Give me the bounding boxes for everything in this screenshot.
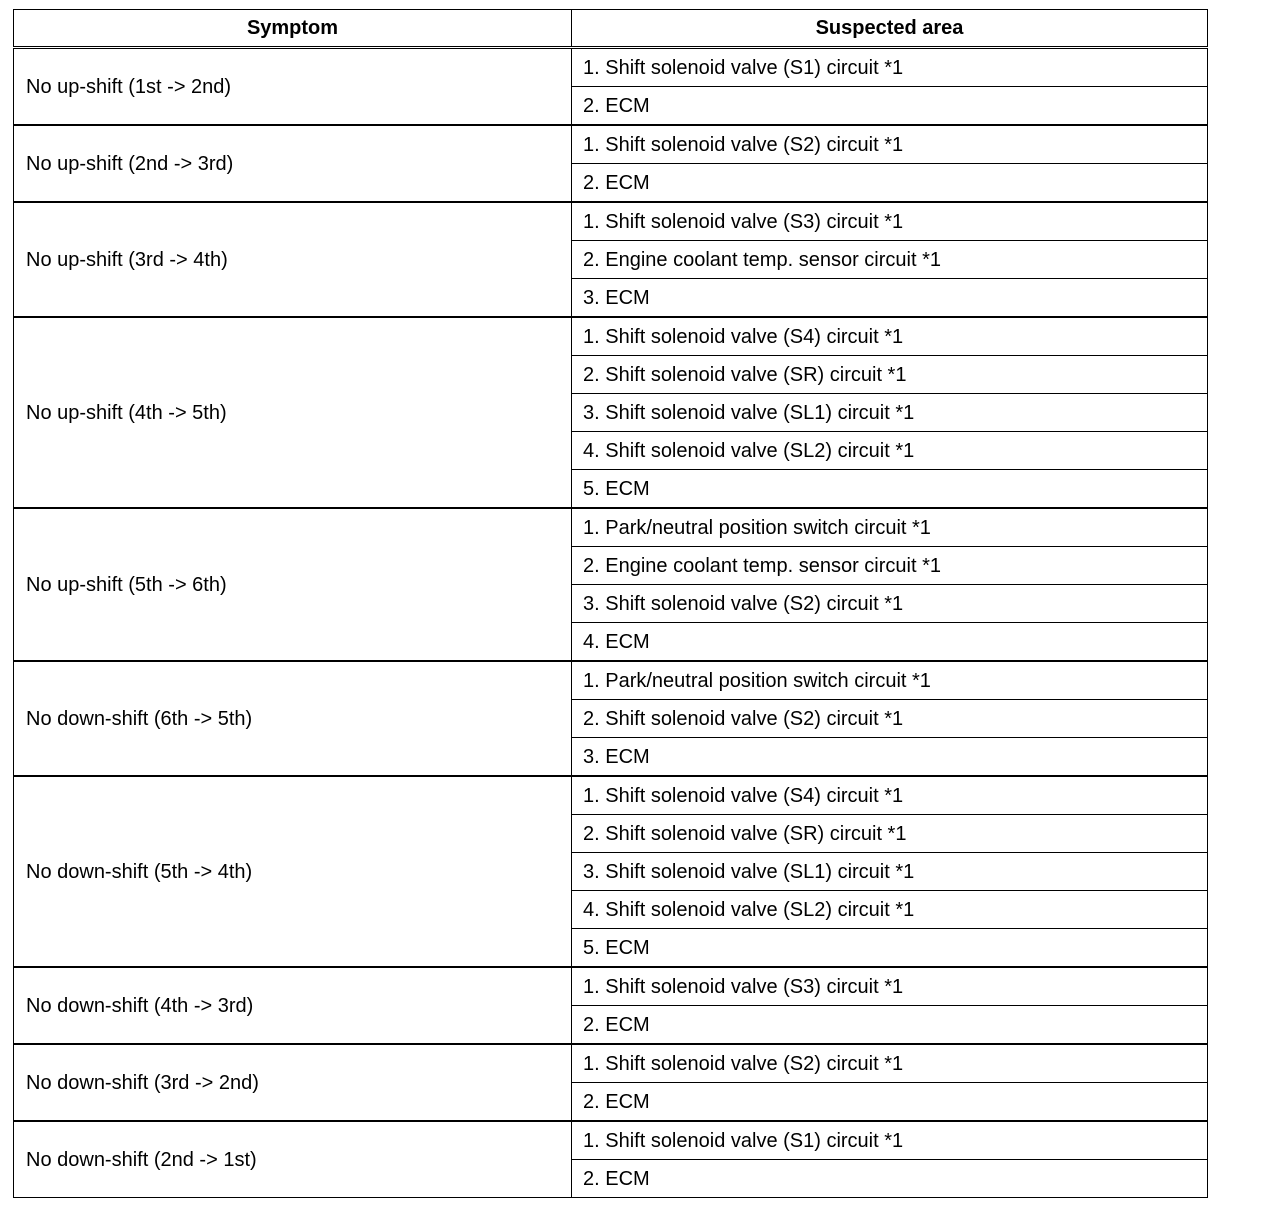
suspected-area-cell: 2. Shift solenoid valve (SR) circuit *1 (572, 815, 1208, 853)
suspected-area-cell: 5. ECM (572, 929, 1208, 968)
suspected-area-cell: 1. Shift solenoid valve (S2) circuit *1 (572, 1044, 1208, 1083)
suspected-area-cell: 1. Shift solenoid valve (S3) circuit *1 (572, 967, 1208, 1006)
suspected-area-cell: 1. Shift solenoid valve (S4) circuit *1 (572, 317, 1208, 356)
table-row (14, 508, 1208, 547)
table-body (14, 48, 1208, 1198)
suspected-area-cell: 2. ECM (572, 1083, 1208, 1122)
symptom-cell: No down-shift (3rd -> 2nd) (14, 1044, 572, 1121)
suspected-area-cell: 4. Shift solenoid valve (SL2) circuit *1 (572, 432, 1208, 470)
header-row (14, 10, 1208, 48)
suspected-area-cell: 2. Shift solenoid valve (S2) circuit *1 (572, 700, 1208, 738)
table-row (14, 1121, 1208, 1160)
symptom-cell: No up-shift (2nd -> 3rd) (14, 125, 572, 202)
table-row (14, 967, 1208, 1006)
table-row (14, 661, 1208, 700)
table-row (14, 125, 1208, 164)
symptom-cell: No down-shift (5th -> 4th) (14, 776, 572, 967)
symptom-cell: No up-shift (1st -> 2nd) (14, 48, 572, 126)
suspected-area-cell: 2. ECM (572, 1160, 1208, 1198)
suspected-area-cell: 5. ECM (572, 470, 1208, 509)
symptom-cell: No down-shift (2nd -> 1st) (14, 1121, 572, 1198)
suspected-area-cell: 3. Shift solenoid valve (SL1) circuit *1 (572, 853, 1208, 891)
suspected-area-cell: 1. Shift solenoid valve (S1) circuit *1 (572, 48, 1208, 87)
suspected-area-cell: 2. ECM (572, 87, 1208, 126)
symptom-table (13, 9, 1208, 1198)
suspected-area-cell: 1. Shift solenoid valve (S1) circuit *1 (572, 1121, 1208, 1160)
symptom-cell: No down-shift (6th -> 5th) (14, 661, 572, 776)
suspected-area-cell: 1. Shift solenoid valve (S3) circuit *1 (572, 202, 1208, 241)
symptom-cell: No up-shift (5th -> 6th) (14, 508, 572, 661)
suspected-area-cell: 3. ECM (572, 279, 1208, 318)
table-row (14, 1044, 1208, 1083)
suspected-area-cell: 2. Shift solenoid valve (SR) circuit *1 (572, 356, 1208, 394)
suspected-area-cell: 3. Shift solenoid valve (SL1) circuit *1 (572, 394, 1208, 432)
suspected-area-cell: 3. Shift solenoid valve (S2) circuit *1 (572, 585, 1208, 623)
table-row (14, 202, 1208, 241)
suspected-area-cell: 1. Park/neutral position switch circuit *1 (572, 508, 1208, 547)
symptom-cell: No up-shift (3rd -> 4th) (14, 202, 572, 317)
table-row (14, 48, 1208, 87)
suspected-area-cell: 1. Shift solenoid valve (S4) circuit *1 (572, 776, 1208, 815)
symptom-cell: No up-shift (4th -> 5th) (14, 317, 572, 508)
suspected-area-cell: 4. ECM (572, 623, 1208, 662)
table-row (14, 317, 1208, 356)
table-row (14, 776, 1208, 815)
suspected-area-cell: 2. Engine coolant temp. sensor circuit *1 (572, 241, 1208, 279)
suspected-area-cell: 3. ECM (572, 738, 1208, 777)
symptom-column-header: Symptom (14, 10, 572, 48)
suspected-area-cell: 2. ECM (572, 164, 1208, 203)
suspected-area-cell: 1. Shift solenoid valve (S2) circuit *1 (572, 125, 1208, 164)
symptom-cell: No down-shift (4th -> 3rd) (14, 967, 572, 1044)
suspected-area-cell: 4. Shift solenoid valve (SL2) circuit *1 (572, 891, 1208, 929)
suspected-area-cell: 2. ECM (572, 1006, 1208, 1045)
suspected-area-column-header: Suspected area (572, 10, 1208, 48)
suspected-area-cell: 2. Engine coolant temp. sensor circuit *1 (572, 547, 1208, 585)
suspected-area-cell: 1. Park/neutral position switch circuit *1 (572, 661, 1208, 700)
